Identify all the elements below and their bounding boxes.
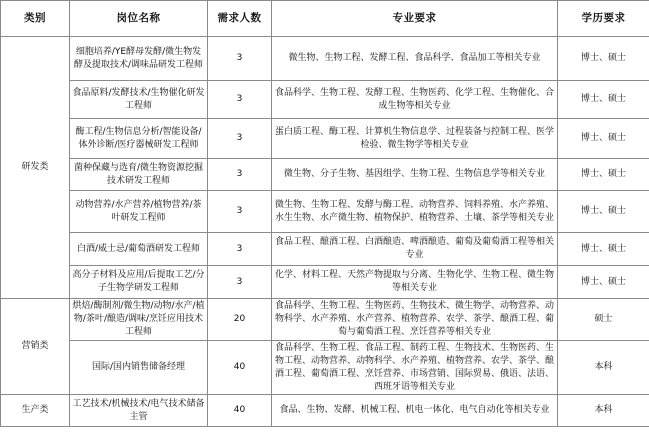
category-cell-rd: 研发类: [1, 37, 70, 299]
major-cell: 微生物、生物工程、发酵工程、食品科学、食品加工等相关专业: [272, 37, 558, 81]
demand-cell: 3: [208, 81, 272, 119]
category-cell-production: 生产类: [1, 395, 70, 427]
position-cell: 细胞培养/YE酵母发酵/微生物发酵及提取技术/调味品研发工程师: [70, 37, 208, 81]
demand-cell: 3: [208, 37, 272, 81]
education-cell: 硕士: [558, 299, 649, 341]
table-row: [1, 395, 649, 427]
major-cell: 食品科学、生物工程、食品工程、制药工程、生物技术、生物医药、生物工程、动物营养、动物科学、水产养殖、植物营养、农学、茶学、酿酒工程、葡萄酒工程、烹饪营养、市场营销、国际贸易、俄语、法语、西班牙语等相关专业: [272, 341, 558, 395]
position-cell: 食品原料/发酵技术/生物催化研发工程师: [70, 81, 208, 119]
header-major: 专业要求: [272, 1, 558, 37]
position-cell: 动物营养/水产营养/植物营养/茶叶研发工程师: [70, 191, 208, 233]
position-cell: 菌种保藏与选育/微生物资源挖掘技术研发工程师: [70, 159, 208, 191]
education-cell: 博士、硕士: [558, 191, 649, 233]
major-cell: 化学、材料工程、天然产物提取与分离、生物化学、生物工程、微生物等相关专业: [272, 266, 558, 299]
demand-cell: 20: [208, 299, 272, 341]
major-cell: 食品工程、酿酒工程、白酒酿造、啤酒酿造、葡萄及葡萄酒工程等相关专业: [272, 233, 558, 266]
education-cell: 本科: [558, 395, 649, 427]
category-cell-marketing: 营销类: [1, 299, 70, 395]
table-row: [1, 233, 649, 266]
table-row: [1, 191, 649, 233]
education-cell: 博士、硕士: [558, 233, 649, 266]
education-cell: 博士、硕士: [558, 266, 649, 299]
major-cell: 蛋白质工程、酶工程、计算机生物信息学、过程装备与控制工程、医学检验、微生物学等相关专业: [272, 119, 558, 159]
education-cell: 本科: [558, 341, 649, 395]
demand-cell: 3: [208, 233, 272, 266]
header-education: 学历要求: [558, 1, 649, 37]
position-cell: 高分子材料及应用/后提取工艺/分子生物学研发工程师: [70, 266, 208, 299]
major-cell: 食品、生物、发酵、机械工程、机电一体化、电气自动化等相关专业: [272, 395, 558, 427]
education-cell: 博士、硕士: [558, 37, 649, 81]
table-row: [1, 266, 649, 299]
demand-cell: 40: [208, 341, 272, 395]
table-row: [1, 81, 649, 119]
education-cell: 博士、硕士: [558, 159, 649, 191]
header-row: [1, 1, 649, 37]
demand-cell: 3: [208, 191, 272, 233]
position-cell: 工艺技术/机械技术/电气技术储备主管: [70, 395, 208, 427]
major-cell: 微生物、分子生物、基因组学、生物工程、生物信息学等相关专业: [272, 159, 558, 191]
demand-cell: 3: [208, 119, 272, 159]
position-cell: 烘焙/酶制剂/微生物/动物/水产/植物/茶叶/酿造/调味/烹饪应用技术工程师: [70, 299, 208, 341]
table-row: [1, 159, 649, 191]
position-cell: 酶工程/生物信息分析/智能设备/体外诊断/医疗器械研发工程师: [70, 119, 208, 159]
education-cell: 博士、硕士: [558, 119, 649, 159]
table-row: [1, 37, 649, 81]
table-row: [1, 341, 649, 395]
header-position: 岗位名称: [70, 1, 208, 37]
demand-cell: 3: [208, 159, 272, 191]
demand-cell: 40: [208, 395, 272, 427]
education-cell: 博士、硕士: [558, 81, 649, 119]
header-category: 类别: [1, 1, 70, 37]
position-cell: 国际/国内销售储备经理: [70, 341, 208, 395]
major-cell: 微生物、生物工程、发酵与酶工程、动物营养、饲料养殖、水产养殖、水生生物、水产微生物、植物保护、植物营养、土壤、茶学等相关专业: [272, 191, 558, 233]
major-cell: 食品科学、生物工程、生物医药、生物技术、微生物学、动物营养、动物科学、水产养殖、水产营养、植物营养、农学、茶学、酿酒工程、葡萄与葡萄酒工程、烹饪营养等相关专业: [272, 299, 558, 341]
table-row: [1, 119, 649, 159]
demand-cell: 3: [208, 266, 272, 299]
table-row: [1, 299, 649, 341]
position-cell: 白酒/威士忌/葡萄酒研发工程师: [70, 233, 208, 266]
header-demand: 需求人数: [208, 1, 272, 37]
major-cell: 食品科学、生物工程、发酵工程、生物医药、化学工程、生物催化、合成生物等相关专业: [272, 81, 558, 119]
